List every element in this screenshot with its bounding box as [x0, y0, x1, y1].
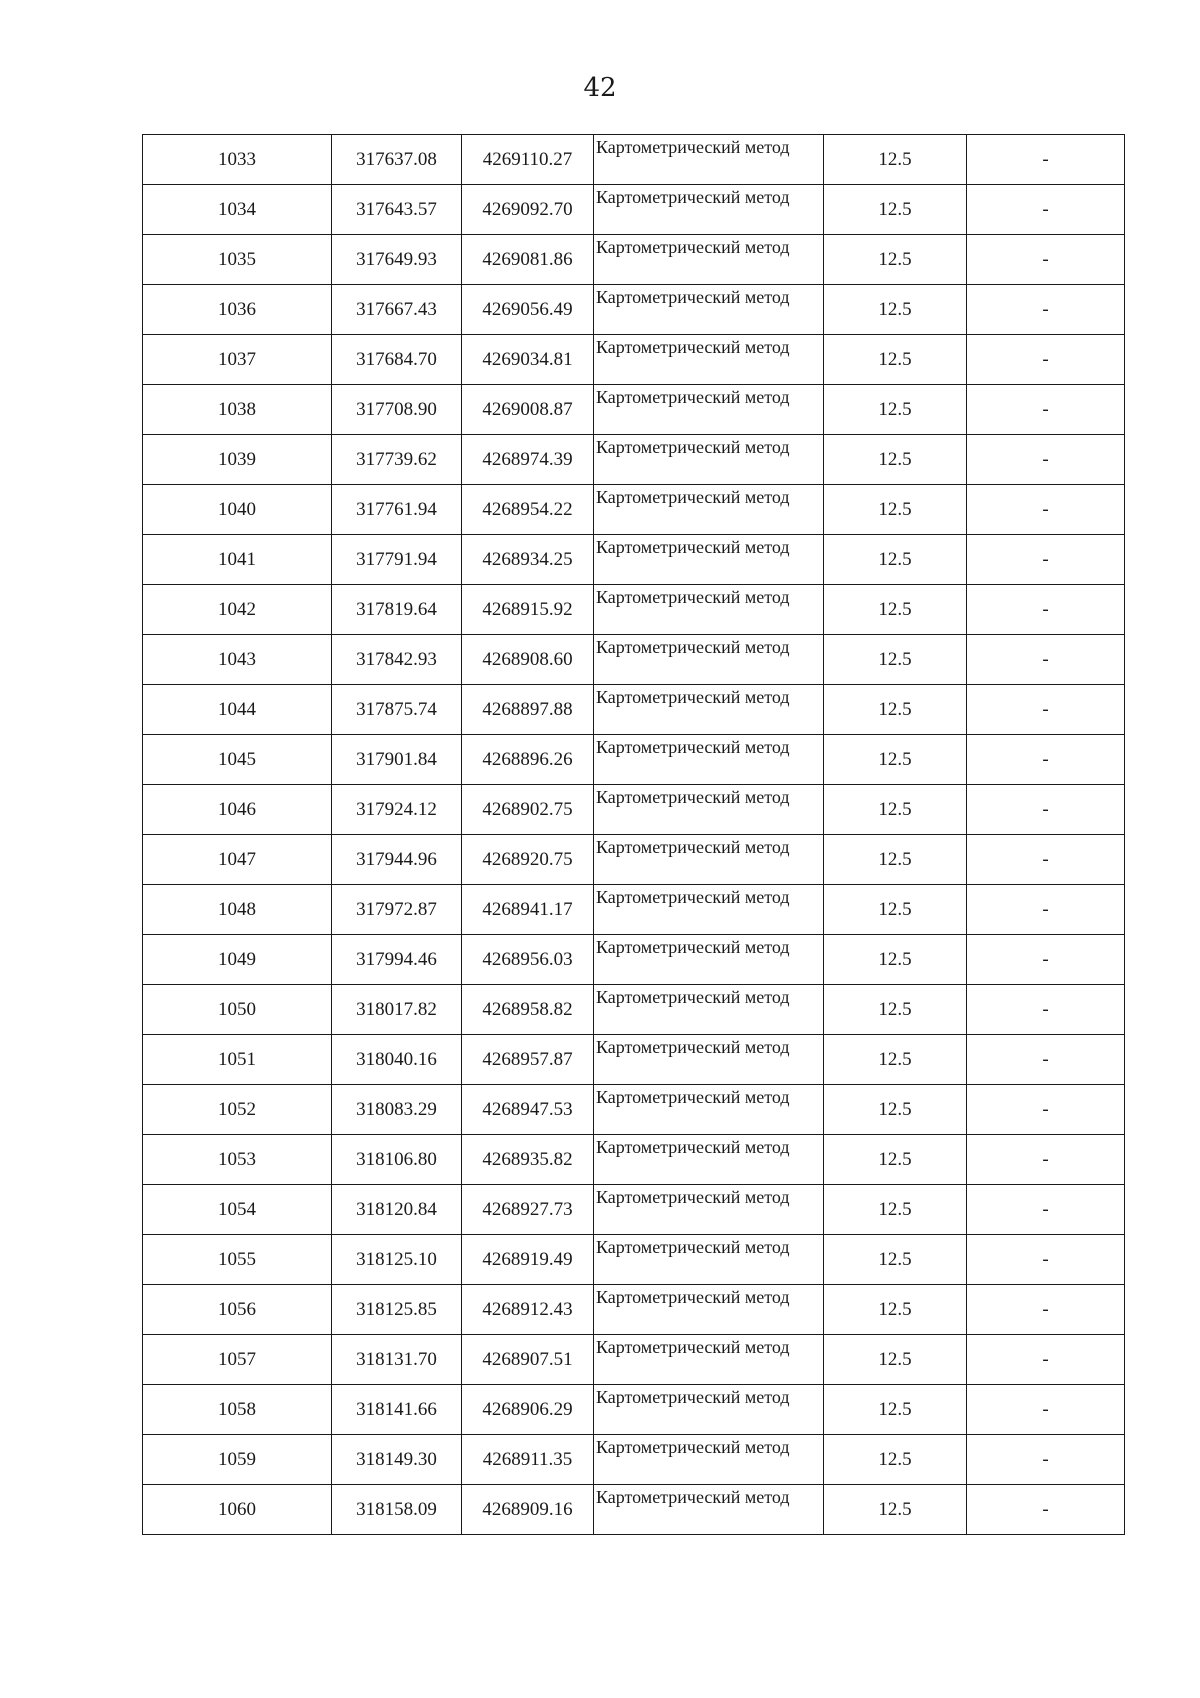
method-cell: Картометрический метод [594, 1335, 824, 1385]
point-number-cell: 1033 [143, 135, 332, 185]
table-row [143, 385, 1125, 435]
y-coordinate-cell: 4268897.88 [462, 685, 594, 735]
point-number-cell: 1053 [143, 1135, 332, 1185]
y-coordinate-cell: 4268908.60 [462, 635, 594, 685]
y-coordinate-cell: 4269081.86 [462, 235, 594, 285]
x-coordinate-cell: 317944.96 [332, 835, 462, 885]
method-cell: Картометрический метод [594, 485, 824, 535]
note-cell: - [967, 1385, 1125, 1435]
y-coordinate-cell: 4268957.87 [462, 1035, 594, 1085]
note-cell: - [967, 635, 1125, 685]
x-coordinate-cell: 318106.80 [332, 1135, 462, 1185]
y-coordinate-cell: 4268915.92 [462, 585, 594, 635]
y-coordinate-cell: 4268935.82 [462, 1135, 594, 1185]
table-row [143, 685, 1125, 735]
coordinates-table [142, 134, 1125, 1535]
method-cell: Картометрический метод [594, 1285, 824, 1335]
accuracy-cell: 12.5 [824, 1035, 967, 1085]
point-number-cell: 1057 [143, 1335, 332, 1385]
table-row [143, 235, 1125, 285]
method-cell: Картометрический метод [594, 985, 824, 1035]
x-coordinate-cell: 318017.82 [332, 985, 462, 1035]
point-number-cell: 1039 [143, 435, 332, 485]
point-number-cell: 1050 [143, 985, 332, 1035]
table-row [143, 1135, 1125, 1185]
method-cell: Картометрический метод [594, 185, 824, 235]
y-coordinate-cell: 4268907.51 [462, 1335, 594, 1385]
y-coordinate-cell: 4268956.03 [462, 935, 594, 985]
y-coordinate-cell: 4268902.75 [462, 785, 594, 835]
method-cell: Картометрический метод [594, 1185, 824, 1235]
method-cell: Картометрический метод [594, 685, 824, 735]
method-cell: Картометрический метод [594, 135, 824, 185]
method-cell: Картометрический метод [594, 335, 824, 385]
y-coordinate-cell: 4269092.70 [462, 185, 594, 235]
accuracy-cell: 12.5 [824, 185, 967, 235]
note-cell: - [967, 1185, 1125, 1235]
table-row [143, 185, 1125, 235]
y-coordinate-cell: 4268927.73 [462, 1185, 594, 1235]
accuracy-cell: 12.5 [824, 1085, 967, 1135]
table-row [143, 635, 1125, 685]
note-cell: - [967, 285, 1125, 335]
x-coordinate-cell: 317739.62 [332, 435, 462, 485]
note-cell: - [967, 1235, 1125, 1285]
accuracy-cell: 12.5 [824, 785, 967, 835]
y-coordinate-cell: 4268919.49 [462, 1235, 594, 1285]
method-cell: Картометрический метод [594, 1135, 824, 1185]
y-coordinate-cell: 4268954.22 [462, 485, 594, 535]
table-row [143, 985, 1125, 1035]
y-coordinate-cell: 4268920.75 [462, 835, 594, 885]
note-cell: - [967, 435, 1125, 485]
y-coordinate-cell: 4268934.25 [462, 535, 594, 585]
point-number-cell: 1059 [143, 1435, 332, 1485]
x-coordinate-cell: 318158.09 [332, 1485, 462, 1535]
accuracy-cell: 12.5 [824, 1435, 967, 1485]
method-cell: Картометрический метод [594, 785, 824, 835]
note-cell: - [967, 185, 1125, 235]
accuracy-cell: 12.5 [824, 285, 967, 335]
x-coordinate-cell: 317842.93 [332, 635, 462, 685]
x-coordinate-cell: 318125.85 [332, 1285, 462, 1335]
y-coordinate-cell: 4268958.82 [462, 985, 594, 1035]
method-cell: Картометрический метод [594, 1485, 824, 1535]
table-row [143, 485, 1125, 535]
table-row [143, 285, 1125, 335]
x-coordinate-cell: 318040.16 [332, 1035, 462, 1085]
point-number-cell: 1054 [143, 1185, 332, 1235]
table-row [143, 785, 1125, 835]
note-cell: - [967, 985, 1125, 1035]
x-coordinate-cell: 317901.84 [332, 735, 462, 785]
method-cell: Картометрический метод [594, 1035, 824, 1085]
method-cell: Картометрический метод [594, 585, 824, 635]
page-number: 42 [583, 73, 617, 103]
point-number-cell: 1046 [143, 785, 332, 835]
x-coordinate-cell: 318120.84 [332, 1185, 462, 1235]
point-number-cell: 1048 [143, 885, 332, 935]
note-cell: - [967, 135, 1125, 185]
y-coordinate-cell: 4269008.87 [462, 385, 594, 435]
note-cell: - [967, 585, 1125, 635]
x-coordinate-cell: 318141.66 [332, 1385, 462, 1435]
accuracy-cell: 12.5 [824, 1185, 967, 1235]
note-cell: - [967, 1335, 1125, 1385]
method-cell: Картометрический метод [594, 1085, 824, 1135]
x-coordinate-cell: 318131.70 [332, 1335, 462, 1385]
table-row [143, 135, 1125, 185]
accuracy-cell: 12.5 [824, 135, 967, 185]
y-coordinate-cell: 4268912.43 [462, 1285, 594, 1335]
method-cell: Картометрический метод [594, 435, 824, 485]
accuracy-cell: 12.5 [824, 685, 967, 735]
x-coordinate-cell: 317819.64 [332, 585, 462, 635]
accuracy-cell: 12.5 [824, 585, 967, 635]
coordinates-table-body [143, 135, 1125, 1535]
note-cell: - [967, 835, 1125, 885]
table-row [143, 1385, 1125, 1435]
y-coordinate-cell: 4268941.17 [462, 885, 594, 935]
x-coordinate-cell: 317637.08 [332, 135, 462, 185]
accuracy-cell: 12.5 [824, 635, 967, 685]
note-cell: - [967, 485, 1125, 535]
y-coordinate-cell: 4268947.53 [462, 1085, 594, 1135]
point-number-cell: 1041 [143, 535, 332, 585]
note-cell: - [967, 1135, 1125, 1185]
point-number-cell: 1044 [143, 685, 332, 735]
accuracy-cell: 12.5 [824, 385, 967, 435]
x-coordinate-cell: 317643.57 [332, 185, 462, 235]
y-coordinate-cell: 4268896.26 [462, 735, 594, 785]
accuracy-cell: 12.5 [824, 885, 967, 935]
y-coordinate-cell: 4268906.29 [462, 1385, 594, 1435]
accuracy-cell: 12.5 [824, 485, 967, 535]
accuracy-cell: 12.5 [824, 1235, 967, 1285]
point-number-cell: 1052 [143, 1085, 332, 1135]
table-row [143, 1285, 1125, 1335]
point-number-cell: 1035 [143, 235, 332, 285]
table-row [143, 435, 1125, 485]
accuracy-cell: 12.5 [824, 1485, 967, 1535]
method-cell: Картометрический метод [594, 835, 824, 885]
table-row [143, 1485, 1125, 1535]
x-coordinate-cell: 317875.74 [332, 685, 462, 735]
point-number-cell: 1037 [143, 335, 332, 385]
point-number-cell: 1058 [143, 1385, 332, 1435]
note-cell: - [967, 1035, 1125, 1085]
method-cell: Картометрический метод [594, 635, 824, 685]
x-coordinate-cell: 317761.94 [332, 485, 462, 535]
point-number-cell: 1042 [143, 585, 332, 635]
note-cell: - [967, 335, 1125, 385]
accuracy-cell: 12.5 [824, 1135, 967, 1185]
method-cell: Картометрический метод [594, 885, 824, 935]
point-number-cell: 1047 [143, 835, 332, 885]
point-number-cell: 1036 [143, 285, 332, 335]
accuracy-cell: 12.5 [824, 535, 967, 585]
point-number-cell: 1034 [143, 185, 332, 235]
note-cell: - [967, 1485, 1125, 1535]
point-number-cell: 1060 [143, 1485, 332, 1535]
x-coordinate-cell: 317708.90 [332, 385, 462, 435]
table-row [143, 835, 1125, 885]
point-number-cell: 1038 [143, 385, 332, 435]
method-cell: Картометрический метод [594, 935, 824, 985]
x-coordinate-cell: 317972.87 [332, 885, 462, 935]
note-cell: - [967, 1085, 1125, 1135]
y-coordinate-cell: 4269056.49 [462, 285, 594, 335]
x-coordinate-cell: 317684.70 [332, 335, 462, 385]
method-cell: Картометрический метод [594, 535, 824, 585]
table-row [143, 1335, 1125, 1385]
y-coordinate-cell: 4268974.39 [462, 435, 594, 485]
y-coordinate-cell: 4269110.27 [462, 135, 594, 185]
note-cell: - [967, 785, 1125, 835]
accuracy-cell: 12.5 [824, 235, 967, 285]
accuracy-cell: 12.5 [824, 1285, 967, 1335]
x-coordinate-cell: 317791.94 [332, 535, 462, 585]
x-coordinate-cell: 317649.93 [332, 235, 462, 285]
note-cell: - [967, 735, 1125, 785]
accuracy-cell: 12.5 [824, 735, 967, 785]
y-coordinate-cell: 4268911.35 [462, 1435, 594, 1485]
point-number-cell: 1045 [143, 735, 332, 785]
x-coordinate-cell: 318149.30 [332, 1435, 462, 1485]
note-cell: - [967, 935, 1125, 985]
table-row [143, 1235, 1125, 1285]
note-cell: - [967, 1435, 1125, 1485]
point-number-cell: 1056 [143, 1285, 332, 1335]
table-row [143, 935, 1125, 985]
method-cell: Картометрический метод [594, 235, 824, 285]
x-coordinate-cell: 317924.12 [332, 785, 462, 835]
table-row [143, 335, 1125, 385]
note-cell: - [967, 385, 1125, 435]
x-coordinate-cell: 317667.43 [332, 285, 462, 335]
method-cell: Картометрический метод [594, 735, 824, 785]
y-coordinate-cell: 4268909.16 [462, 1485, 594, 1535]
method-cell: Картометрический метод [594, 1435, 824, 1485]
accuracy-cell: 12.5 [824, 935, 967, 985]
accuracy-cell: 12.5 [824, 985, 967, 1035]
note-cell: - [967, 535, 1125, 585]
x-coordinate-cell: 318125.10 [332, 1235, 462, 1285]
table-row [143, 735, 1125, 785]
accuracy-cell: 12.5 [824, 435, 967, 485]
table-row [143, 1435, 1125, 1485]
point-number-cell: 1043 [143, 635, 332, 685]
method-cell: Картометрический метод [594, 385, 824, 435]
table-row [143, 885, 1125, 935]
method-cell: Картометрический метод [594, 1235, 824, 1285]
method-cell: Картометрический метод [594, 285, 824, 335]
table-row [143, 1085, 1125, 1135]
x-coordinate-cell: 317994.46 [332, 935, 462, 985]
table-row [143, 535, 1125, 585]
method-cell: Картометрический метод [594, 1385, 824, 1435]
accuracy-cell: 12.5 [824, 335, 967, 385]
accuracy-cell: 12.5 [824, 1385, 967, 1435]
table-row [143, 585, 1125, 635]
note-cell: - [967, 885, 1125, 935]
note-cell: - [967, 235, 1125, 285]
point-number-cell: 1051 [143, 1035, 332, 1085]
point-number-cell: 1049 [143, 935, 332, 985]
point-number-cell: 1055 [143, 1235, 332, 1285]
y-coordinate-cell: 4269034.81 [462, 335, 594, 385]
accuracy-cell: 12.5 [824, 835, 967, 885]
table-row [143, 1185, 1125, 1235]
point-number-cell: 1040 [143, 485, 332, 535]
note-cell: - [967, 685, 1125, 735]
table-row [143, 1035, 1125, 1085]
accuracy-cell: 12.5 [824, 1335, 967, 1385]
note-cell: - [967, 1285, 1125, 1335]
x-coordinate-cell: 318083.29 [332, 1085, 462, 1135]
